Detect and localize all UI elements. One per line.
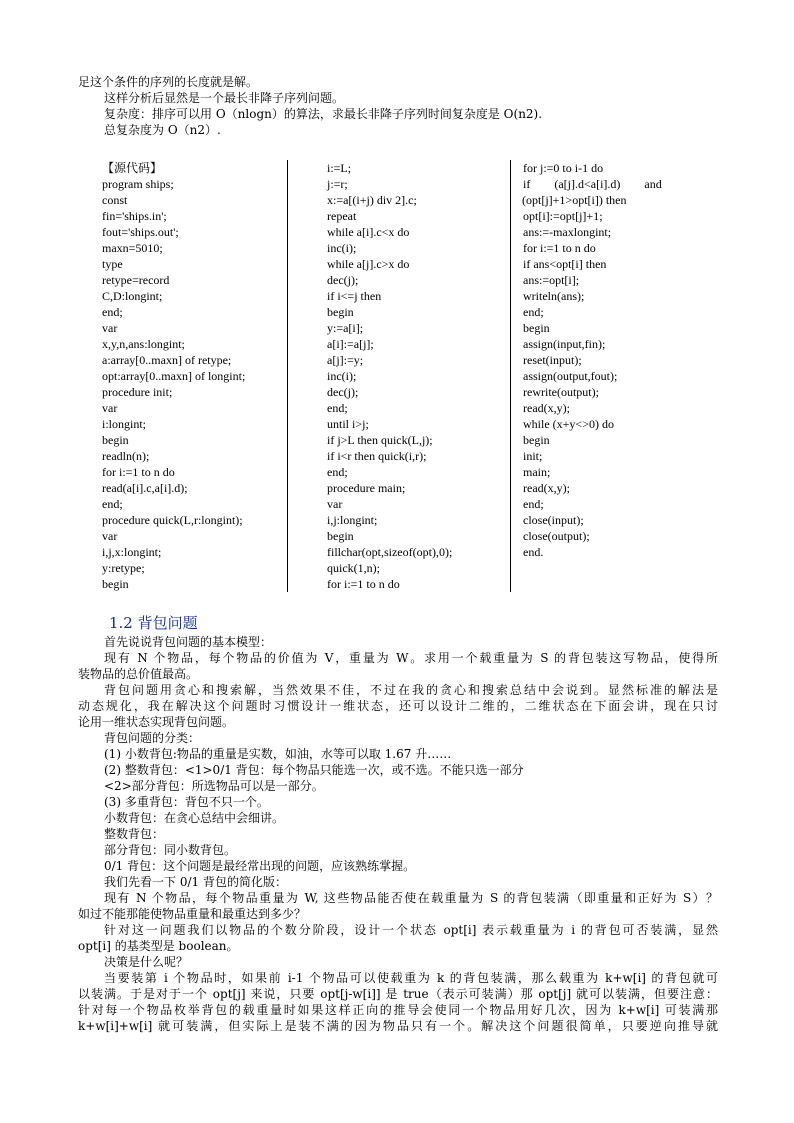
code-line: opt[i]:=opt[j]+1; bbox=[523, 209, 603, 223]
code-line: a[j]:=y; bbox=[327, 353, 364, 367]
code-line: type bbox=[102, 257, 123, 271]
code-line: i:longint; bbox=[102, 417, 147, 431]
code-line: var bbox=[102, 529, 118, 543]
code-line: i,j,x:longint; bbox=[102, 545, 162, 559]
code-line: if i<r then quick(i,r); bbox=[327, 449, 427, 463]
code-line: begin bbox=[102, 433, 129, 447]
code-line: var bbox=[327, 497, 343, 511]
body-line: 当要装第 i 个物品时，如果前 i-1 个物品可以使载重为 k 的背包装满，那么载重为 k+w[i] 的背包就可 bbox=[104, 971, 718, 985]
body-line: 整数背包： bbox=[104, 827, 165, 841]
code-line: rewrite(output); bbox=[523, 385, 599, 399]
code-line: for j:=0 to i-1 do bbox=[523, 161, 604, 175]
body-line: 如过不能那能使物品重量和最重达到多少？ bbox=[78, 907, 307, 921]
code-line: if (a[j].d<a[i].d) and bbox=[523, 177, 662, 191]
code-line: procedure quick(L,r:longint); bbox=[102, 513, 243, 527]
section-body bbox=[78, 634, 718, 1034]
code-line: x,y,n,ans:longint; bbox=[102, 337, 185, 351]
body-line: 现有 N 个物品，每个物品重量为 W, 这些物品能否使在载重量为 S 的背包装满（即重量和正好为 S）？ bbox=[104, 891, 718, 905]
code-line: ans:=-maxlongint; bbox=[523, 225, 612, 239]
code-line: close(output); bbox=[523, 529, 590, 543]
code-line: assign(output,fout); bbox=[523, 369, 618, 383]
body-line: 论用一维状态实现背包问题。 bbox=[78, 715, 235, 729]
code-line: reset(input); bbox=[523, 353, 582, 367]
code-line: end; bbox=[102, 305, 123, 319]
code-line: dec(j); bbox=[327, 273, 359, 287]
code-line: for i:=1 to n do bbox=[327, 577, 400, 591]
code-line: y:=a[i]; bbox=[327, 321, 364, 335]
code-line: writeln(ans); bbox=[523, 289, 585, 303]
code-column-2 bbox=[327, 160, 507, 592]
code-line: begin bbox=[523, 433, 550, 447]
code-line: for i:=1 to n do bbox=[102, 465, 175, 479]
body-line: 背包问题的分类： bbox=[104, 731, 201, 745]
body-line: <2>部分背包：所选物品可以是一部分。 bbox=[104, 779, 324, 793]
code-line: a:array[0..maxn] of retype; bbox=[102, 353, 232, 367]
body-line: 针对这一问题我们以物品的个数分阶段，设计一个状态 opt[i] 表示载重量为 i 的背包可否装满，显然 bbox=[104, 923, 718, 937]
code-column-3 bbox=[523, 160, 713, 560]
code-line: begin bbox=[523, 321, 550, 335]
code-line: C,D:longint; bbox=[102, 289, 163, 303]
code-line: i:=L; bbox=[327, 161, 352, 175]
code-line: init; bbox=[523, 449, 543, 463]
intro-paragraph bbox=[78, 74, 728, 138]
body-line: 决策是什么呢？ bbox=[104, 955, 189, 969]
code-line: dec(j); bbox=[327, 385, 359, 399]
column-divider-right bbox=[510, 160, 511, 592]
section-heading: 1.2 背包问题 bbox=[109, 614, 198, 632]
code-line: var bbox=[102, 321, 118, 335]
code-line: while a[i].c<x do bbox=[327, 225, 410, 239]
intro-line: 复杂度：排序可以用 O（nlogn）的算法，求最长非降子序列时间复杂度是 O(n2). bbox=[104, 107, 543, 121]
code-line: begin bbox=[327, 529, 354, 543]
body-line: (2) 整数背包：<1>0/1 背包：每个物品只能选一次，或不选。不能只选一部分 bbox=[104, 763, 524, 777]
code-line: procedure main; bbox=[327, 481, 406, 495]
code-line: end; bbox=[102, 497, 123, 511]
code-line: if j>L then quick(L,j); bbox=[327, 433, 433, 447]
intro-line: 足这个条件的序列的长度就是解。 bbox=[78, 75, 259, 89]
code-line: while a[j].c>x do bbox=[327, 257, 410, 271]
body-line: 针对每一个物品枚举背包的载重量时如果这样正向的推导会使同一个物品用好几次，因为 k+w[i] 可装满那 bbox=[78, 1003, 718, 1017]
body-line: 以装满。于是对于一个 opt[j] 来说，只要 opt[j-w[i]] 是 true（表示可装满）那 opt[j] 就可以装满，但要注意： bbox=[78, 987, 718, 1001]
body-line: 0/1 背包：这个问题是最经常出现的问题，应该熟练掌握。 bbox=[104, 859, 416, 873]
code-line: for i:=1 to n do bbox=[523, 241, 596, 255]
intro-line: 总复杂度为 O（n2）. bbox=[104, 123, 221, 137]
code-line: end; bbox=[327, 401, 348, 415]
code-line: fillchar(opt,sizeof(opt),0); bbox=[327, 545, 453, 559]
body-line: 装物品的总价值最高。 bbox=[78, 667, 199, 681]
code-line: x:=a[(i+j) div 2].c; bbox=[327, 193, 417, 207]
code-line: main; bbox=[523, 465, 551, 479]
code-line: maxn=5010; bbox=[102, 241, 163, 255]
code-line: program ships; bbox=[102, 177, 174, 191]
code-line: quick(1,n); bbox=[327, 561, 380, 575]
body-line: 现有 N 个物品，每个物品的价值为 V，重量为 W。求用一个载重量为 S 的背包装这写物品，使得所 bbox=[104, 651, 718, 665]
body-line: 动态规化，我在解决这个问题时习惯设计一维状态，还可以设计二维的，二维状态在下面会讲，现在只讨 bbox=[78, 699, 718, 713]
code-line: end; bbox=[327, 465, 348, 479]
code-line: fin='ships.in'; bbox=[102, 209, 167, 223]
code-line: begin bbox=[102, 577, 129, 591]
code-line: if ans<opt[i] then bbox=[523, 257, 607, 271]
code-line: read(x,y); bbox=[523, 481, 570, 495]
code-line: var bbox=[102, 401, 118, 415]
column-divider-left bbox=[287, 160, 288, 592]
code-line: inc(i); bbox=[327, 369, 357, 383]
code-line: const bbox=[102, 193, 128, 207]
code-line: end; bbox=[523, 497, 544, 511]
code-line: while (x+y<>0) do bbox=[523, 417, 614, 431]
code-line: fout='ships.out'; bbox=[102, 225, 179, 239]
code-line: end. bbox=[523, 545, 544, 559]
body-line: 首先说说背包问题的基本模型： bbox=[104, 635, 273, 649]
code-line: y:retype; bbox=[102, 561, 145, 575]
code-column-1 bbox=[102, 160, 282, 592]
code-line: until i>j; bbox=[327, 417, 369, 431]
code-line: inc(i); bbox=[327, 241, 357, 255]
code-line: close(input); bbox=[523, 513, 584, 527]
code-line: (opt[j]+1>opt[i]) then bbox=[522, 193, 627, 207]
body-line: 小数背包：在贪心总结中会细讲。 bbox=[104, 811, 285, 825]
code-line: i,j:longint; bbox=[327, 513, 378, 527]
code-line: end; bbox=[523, 305, 544, 319]
body-line: (1) 小数背包:物品的重量是实数，如油，水等可以取 1.67 升…… bbox=[104, 747, 452, 761]
body-line: 我们先看一下 0/1 背包的简化版： bbox=[104, 875, 287, 889]
code-line: opt:array[0..maxn] of longint; bbox=[102, 369, 246, 383]
code-line: readln(n); bbox=[102, 449, 150, 463]
code-line: j:=r; bbox=[327, 177, 348, 191]
body-line: k+w[i]+w[i] 就可装满，但实际上是装不满的因为物品只有一个。解决这个问题很简单，只要逆向推导就 bbox=[78, 1019, 718, 1033]
code-line: repeat bbox=[327, 209, 357, 223]
code-line: ans:=opt[i]; bbox=[523, 273, 580, 287]
code-line: begin bbox=[327, 305, 354, 319]
code-line: a[i]:=a[j]; bbox=[327, 337, 374, 351]
code-line: procedure init; bbox=[102, 385, 173, 399]
body-line: 背包问题用贪心和搜索解，当然效果不佳，不过在我的贪心和搜索总结中会说到。显然标准的解法是 bbox=[104, 683, 718, 697]
code-line: read(x,y); bbox=[523, 401, 570, 415]
intro-line: 这样分析后显然是一个最长非降子序列问题。 bbox=[104, 91, 345, 105]
code-line: assign(input,fin); bbox=[523, 337, 606, 351]
code-line: retype=record bbox=[102, 273, 170, 287]
body-line: 部分背包：同小数背包。 bbox=[104, 843, 237, 857]
code-line: read(a[i].c,a[i].d); bbox=[102, 481, 188, 495]
code-line: 【源代码】 bbox=[102, 161, 163, 175]
code-line: if i<=j then bbox=[327, 289, 382, 303]
body-line: opt[i] 的基类型是 boolean。 bbox=[78, 939, 239, 953]
body-line: (3) 多重背包：背包不只一个。 bbox=[104, 795, 269, 809]
